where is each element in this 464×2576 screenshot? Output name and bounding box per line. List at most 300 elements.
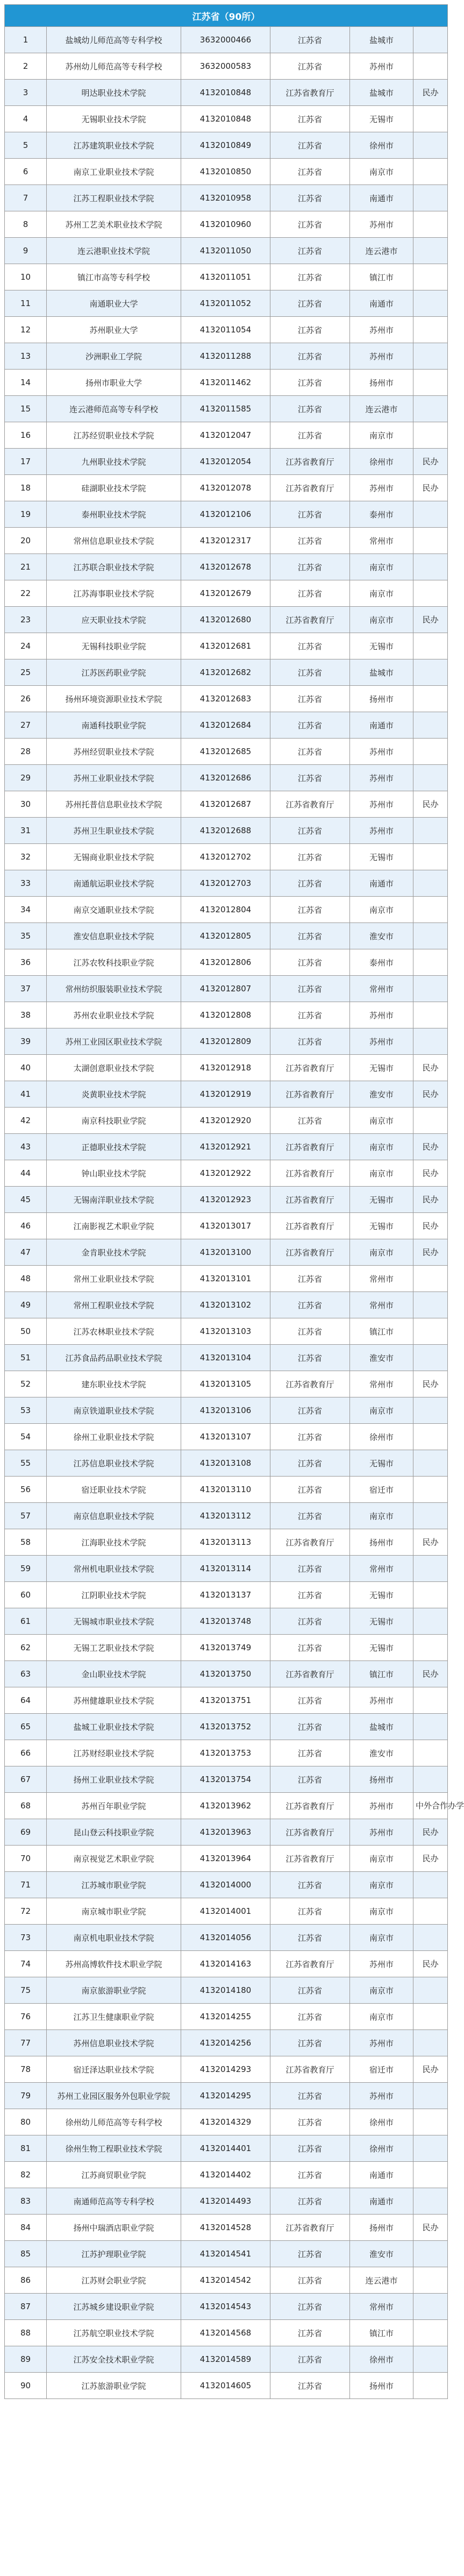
authority: 江苏省 — [270, 1635, 350, 1661]
city: 镇江市 — [350, 264, 413, 290]
city: 南通市 — [350, 2162, 413, 2188]
note — [413, 1925, 448, 1951]
school-code: 4132010960 — [181, 211, 270, 238]
note — [413, 1397, 448, 1424]
row-number: 5 — [5, 132, 47, 159]
note — [413, 1766, 448, 1793]
note — [413, 2267, 448, 2294]
table-title: 江苏省（90所） — [5, 5, 448, 27]
table-row — [5, 422, 448, 449]
note — [413, 2373, 448, 2399]
row-number: 49 — [5, 1292, 47, 1318]
authority: 江苏省 — [270, 1450, 350, 1477]
city: 南京市 — [350, 1872, 413, 1898]
row-number: 88 — [5, 2320, 47, 2346]
row-number: 68 — [5, 1793, 47, 1819]
school-code: 4132012703 — [181, 870, 270, 897]
row-number: 89 — [5, 2346, 47, 2373]
row-number: 90 — [5, 2373, 47, 2399]
row-number: 41 — [5, 1081, 47, 1108]
city: 无锡市 — [350, 633, 413, 659]
note — [413, 923, 448, 949]
table-row — [5, 1951, 448, 1977]
authority: 江苏省 — [270, 765, 350, 791]
row-number: 27 — [5, 712, 47, 739]
school-name: 连云港师范高等专科学校 — [47, 396, 181, 422]
note: 民办 — [413, 1134, 448, 1160]
school-code: 4132012679 — [181, 580, 270, 607]
table-row — [5, 2373, 448, 2399]
school-code: 3632000583 — [181, 53, 270, 80]
authority: 江苏省 — [270, 554, 350, 580]
row-number: 64 — [5, 1687, 47, 1714]
table-row — [5, 2109, 448, 2135]
city: 扬州市 — [350, 370, 413, 396]
school-name: 正德职业技术学院 — [47, 1134, 181, 1160]
city: 苏州市 — [350, 1002, 413, 1028]
school-name: 江苏食品药品职业技术学院 — [47, 1345, 181, 1371]
city: 无锡市 — [350, 1187, 413, 1213]
note: 民办 — [413, 1239, 448, 1266]
city: 无锡市 — [350, 106, 413, 132]
table-row — [5, 1397, 448, 1424]
school-name: 苏州农业职业技术学院 — [47, 1002, 181, 1028]
authority: 江苏省 — [270, 2083, 350, 2109]
note — [413, 2030, 448, 2056]
authority: 江苏省教育厅 — [270, 475, 350, 501]
school-code: 4132012054 — [181, 449, 270, 475]
school-code: 4132010850 — [181, 159, 270, 185]
note: 民办 — [413, 1819, 448, 1846]
school-name: 泰州职业技术学院 — [47, 501, 181, 528]
table-row — [5, 343, 448, 370]
authority: 江苏省 — [270, 1925, 350, 1951]
authority: 江苏省 — [270, 1028, 350, 1055]
row-number: 15 — [5, 396, 47, 422]
note — [413, 1477, 448, 1503]
note: 民办 — [413, 1661, 448, 1687]
city: 连云港市 — [350, 238, 413, 264]
school-name: 太湖创意职业技术学院 — [47, 1055, 181, 1081]
authority: 江苏省 — [270, 317, 350, 343]
school-code: 4132013101 — [181, 1266, 270, 1292]
table-row — [5, 1529, 448, 1556]
table-row — [5, 1898, 448, 1925]
school-name: 江苏安全技术职业学院 — [47, 2346, 181, 2373]
city: 南京市 — [350, 554, 413, 580]
authority: 江苏省 — [270, 1477, 350, 1503]
table-row — [5, 1213, 448, 1239]
city: 苏州市 — [350, 1951, 413, 1977]
school-code: 4132012682 — [181, 659, 270, 686]
city: 盐城市 — [350, 659, 413, 686]
row-number: 45 — [5, 1187, 47, 1213]
school-name: 金肯职业技术学院 — [47, 1239, 181, 1266]
authority: 江苏省 — [270, 343, 350, 370]
city: 苏州市 — [350, 765, 413, 791]
row-number: 40 — [5, 1055, 47, 1081]
note: 民办 — [413, 80, 448, 106]
authority: 江苏省 — [270, 290, 350, 317]
row-number: 37 — [5, 976, 47, 1002]
note — [413, 159, 448, 185]
table-row — [5, 1846, 448, 1872]
authority: 江苏省 — [270, 501, 350, 528]
city: 常州市 — [350, 2294, 413, 2320]
school-name: 建东职业技术学院 — [47, 1371, 181, 1397]
school-name: 无锡工艺职业技术学院 — [47, 1635, 181, 1661]
table-row — [5, 1687, 448, 1714]
table-row — [5, 185, 448, 211]
table-row — [5, 1028, 448, 1055]
school-code: 4132014329 — [181, 2109, 270, 2135]
school-name: 扬州市职业大学 — [47, 370, 181, 396]
school-name: 江苏海事职业技术学院 — [47, 580, 181, 607]
authority: 江苏省 — [270, 659, 350, 686]
row-number: 13 — [5, 343, 47, 370]
authority: 江苏省教育厅 — [270, 1081, 350, 1108]
school-code: 4132014255 — [181, 2004, 270, 2030]
note — [413, 2294, 448, 2320]
authority: 江苏省教育厅 — [270, 1134, 350, 1160]
school-name: 常州机电职业技术学院 — [47, 1556, 181, 1582]
note — [413, 1266, 448, 1292]
city: 南京市 — [350, 607, 413, 633]
note — [413, 844, 448, 870]
school-name: 南京科技职业学院 — [47, 1108, 181, 1134]
table-row — [5, 1345, 448, 1371]
note — [413, 949, 448, 976]
city: 苏州市 — [350, 739, 413, 765]
note — [413, 897, 448, 923]
city: 南京市 — [350, 1239, 413, 1266]
authority: 江苏省 — [270, 1582, 350, 1608]
row-number: 46 — [5, 1213, 47, 1239]
note — [413, 1740, 448, 1766]
authority: 江苏省 — [270, 528, 350, 554]
city: 淮安市 — [350, 1345, 413, 1371]
city: 盐城市 — [350, 80, 413, 106]
row-number: 48 — [5, 1266, 47, 1292]
school-code: 4132012681 — [181, 633, 270, 659]
row-number: 26 — [5, 686, 47, 712]
note — [413, 53, 448, 80]
city: 宿迁市 — [350, 1477, 413, 1503]
school-name: 苏州托普信息职业技术学院 — [47, 791, 181, 818]
school-code: 4132013754 — [181, 1766, 270, 1793]
note — [413, 211, 448, 238]
table-row — [5, 106, 448, 132]
table-row — [5, 501, 448, 528]
school-code: 4132014543 — [181, 2294, 270, 2320]
school-code: 4132013104 — [181, 1345, 270, 1371]
school-code: 4132012804 — [181, 897, 270, 923]
row-number: 3 — [5, 80, 47, 106]
school-code: 4132011462 — [181, 370, 270, 396]
authority: 江苏省教育厅 — [270, 1371, 350, 1397]
school-code: 4132014001 — [181, 1898, 270, 1925]
school-name: 应天职业技术学院 — [47, 607, 181, 633]
school-code: 4132013113 — [181, 1529, 270, 1556]
row-number: 33 — [5, 870, 47, 897]
row-number: 30 — [5, 791, 47, 818]
note — [413, 1872, 448, 1898]
table-row — [5, 2004, 448, 2030]
school-code: 4132014541 — [181, 2241, 270, 2267]
school-code: 4132014605 — [181, 2373, 270, 2399]
authority: 江苏省 — [270, 2294, 350, 2320]
table-row — [5, 739, 448, 765]
row-number: 34 — [5, 897, 47, 923]
note — [413, 2083, 448, 2109]
school-name: 江南影视艺术职业学院 — [47, 1213, 181, 1239]
table-row — [5, 1793, 448, 1819]
table-row — [5, 1371, 448, 1397]
table-row — [5, 633, 448, 659]
authority: 江苏省 — [270, 211, 350, 238]
row-number: 55 — [5, 1450, 47, 1477]
school-code: 4132011585 — [181, 396, 270, 422]
city: 扬州市 — [350, 686, 413, 712]
authority: 江苏省 — [270, 27, 350, 53]
school-name: 徐州工业职业技术学院 — [47, 1424, 181, 1450]
city: 南通市 — [350, 290, 413, 317]
table-row — [5, 2215, 448, 2241]
city: 南通市 — [350, 870, 413, 897]
note — [413, 633, 448, 659]
city: 无锡市 — [350, 844, 413, 870]
authority: 江苏省 — [270, 897, 350, 923]
school-name: 南京铁道职业技术学院 — [47, 1397, 181, 1424]
note — [413, 501, 448, 528]
city: 无锡市 — [350, 1450, 413, 1477]
school-code: 4132012106 — [181, 501, 270, 528]
row-number: 11 — [5, 290, 47, 317]
school-code: 4132014402 — [181, 2162, 270, 2188]
authority: 江苏省 — [270, 2373, 350, 2399]
note — [413, 976, 448, 1002]
school-name: 江阴职业技术学院 — [47, 1582, 181, 1608]
city: 南京市 — [350, 580, 413, 607]
city: 苏州市 — [350, 1793, 413, 1819]
school-code: 4132012923 — [181, 1187, 270, 1213]
city: 淮安市 — [350, 1740, 413, 1766]
table-row — [5, 2188, 448, 2215]
table-row — [5, 2056, 448, 2083]
school-code: 4132012078 — [181, 475, 270, 501]
city: 苏州市 — [350, 317, 413, 343]
school-name: 九州职业技术学院 — [47, 449, 181, 475]
note: 民办 — [413, 1081, 448, 1108]
city: 泰州市 — [350, 949, 413, 976]
row-number: 32 — [5, 844, 47, 870]
note: 民办 — [413, 1846, 448, 1872]
authority: 江苏省 — [270, 2135, 350, 2162]
school-name: 江苏经贸职业技术学院 — [47, 422, 181, 449]
note: 民办 — [413, 791, 448, 818]
city: 南京市 — [350, 1898, 413, 1925]
authority: 江苏省 — [270, 1292, 350, 1318]
note — [413, 765, 448, 791]
table-row — [5, 765, 448, 791]
row-number: 23 — [5, 607, 47, 633]
table-row — [5, 791, 448, 818]
city: 南京市 — [350, 1503, 413, 1529]
city: 扬州市 — [350, 1529, 413, 1556]
school-code: 4132011051 — [181, 264, 270, 290]
row-number: 79 — [5, 2083, 47, 2109]
school-code: 4132014256 — [181, 2030, 270, 2056]
table-row — [5, 396, 448, 422]
school-name: 南京信息职业技术学院 — [47, 1503, 181, 1529]
authority: 江苏省 — [270, 1108, 350, 1134]
row-number: 73 — [5, 1925, 47, 1951]
school-code: 4132013110 — [181, 1477, 270, 1503]
school-name: 苏州健雄职业技术学院 — [47, 1687, 181, 1714]
city: 南京市 — [350, 1925, 413, 1951]
city: 常州市 — [350, 1292, 413, 1318]
row-number: 38 — [5, 1002, 47, 1028]
city: 苏州市 — [350, 475, 413, 501]
school-name: 江苏卫生健康职业学院 — [47, 2004, 181, 2030]
school-name: 无锡商业职业技术学院 — [47, 844, 181, 870]
school-code: 4132012686 — [181, 765, 270, 791]
table-row — [5, 686, 448, 712]
city: 盐城市 — [350, 27, 413, 53]
table-row — [5, 475, 448, 501]
note: 民办 — [413, 1213, 448, 1239]
city: 无锡市 — [350, 1055, 413, 1081]
table-row — [5, 211, 448, 238]
row-number: 36 — [5, 949, 47, 976]
authority: 江苏省 — [270, 1898, 350, 1925]
school-code: 4132013103 — [181, 1318, 270, 1345]
authority: 江苏省 — [270, 1556, 350, 1582]
school-code: 4132013107 — [181, 1424, 270, 1450]
city: 无锡市 — [350, 1635, 413, 1661]
row-number: 9 — [5, 238, 47, 264]
school-code: 4132013106 — [181, 1397, 270, 1424]
authority: 江苏省教育厅 — [270, 791, 350, 818]
school-code: 4132013105 — [181, 1371, 270, 1397]
school-code: 4132012684 — [181, 712, 270, 739]
table-row — [5, 2294, 448, 2320]
school-code: 4132012685 — [181, 739, 270, 765]
row-number: 4 — [5, 106, 47, 132]
city: 常州市 — [350, 1556, 413, 1582]
school-code: 4132010849 — [181, 132, 270, 159]
note — [413, 2346, 448, 2373]
authority: 江苏省教育厅 — [270, 1160, 350, 1187]
school-name: 镇江市高等专科学校 — [47, 264, 181, 290]
authority: 江苏省 — [270, 2162, 350, 2188]
school-code: 4132012921 — [181, 1134, 270, 1160]
college-table — [4, 4, 464, 2399]
school-name: 常州工程职业技术学院 — [47, 1292, 181, 1318]
school-code: 3632000466 — [181, 27, 270, 53]
school-name: 江苏农牧科技职业学院 — [47, 949, 181, 976]
authority: 江苏省 — [270, 106, 350, 132]
school-name: 南京旅游职业学院 — [47, 1977, 181, 2004]
note — [413, 1028, 448, 1055]
table-row — [5, 1714, 448, 1740]
school-name: 江苏旅游职业学院 — [47, 2373, 181, 2399]
note: 民办 — [413, 449, 448, 475]
table-row — [5, 1977, 448, 2004]
row-number: 62 — [5, 1635, 47, 1661]
school-name: 宿迁泽达职业技术学院 — [47, 2056, 181, 2083]
authority: 江苏省 — [270, 1766, 350, 1793]
school-code: 4132012678 — [181, 554, 270, 580]
school-code: 4132010848 — [181, 106, 270, 132]
row-number: 53 — [5, 1397, 47, 1424]
table-row — [5, 528, 448, 554]
authority: 江苏省 — [270, 1740, 350, 1766]
note — [413, 712, 448, 739]
table-row — [5, 1292, 448, 1318]
row-number: 63 — [5, 1661, 47, 1687]
row-number: 85 — [5, 2241, 47, 2267]
note: 民办 — [413, 475, 448, 501]
note — [413, 264, 448, 290]
row-number: 35 — [5, 923, 47, 949]
school-name: 盐城幼儿师范高等专科学校 — [47, 27, 181, 53]
school-name: 盐城工业职业技术学院 — [47, 1714, 181, 1740]
authority: 江苏省 — [270, 2241, 350, 2267]
school-name: 常州工业职业技术学院 — [47, 1266, 181, 1292]
school-name: 江苏城市职业学院 — [47, 1872, 181, 1898]
table-row — [5, 897, 448, 923]
note — [413, 580, 448, 607]
city: 苏州市 — [350, 1028, 413, 1055]
authority: 江苏省教育厅 — [270, 2056, 350, 2083]
school-name: 南通职业大学 — [47, 290, 181, 317]
school-code: 4132014493 — [181, 2188, 270, 2215]
authority: 江苏省 — [270, 396, 350, 422]
school-name: 苏州工艺美术职业技术学院 — [47, 211, 181, 238]
school-name: 无锡科技职业学院 — [47, 633, 181, 659]
note — [413, 870, 448, 897]
city: 苏州市 — [350, 791, 413, 818]
city: 徐州市 — [350, 2346, 413, 2373]
school-name: 江苏护理职业学院 — [47, 2241, 181, 2267]
city: 南京市 — [350, 1108, 413, 1134]
authority: 江苏省教育厅 — [270, 449, 350, 475]
school-code: 4132013963 — [181, 1819, 270, 1846]
table-row — [5, 1635, 448, 1661]
note — [413, 739, 448, 765]
authority: 江苏省 — [270, 1687, 350, 1714]
authority: 江苏省 — [270, 264, 350, 290]
row-number: 28 — [5, 739, 47, 765]
note: 中外合作办学 — [413, 1793, 448, 1819]
city: 徐州市 — [350, 449, 413, 475]
row-number: 44 — [5, 1160, 47, 1187]
note — [413, 1714, 448, 1740]
row-number: 8 — [5, 211, 47, 238]
authority: 江苏省 — [270, 2004, 350, 2030]
city: 镇江市 — [350, 1318, 413, 1345]
city: 徐州市 — [350, 2135, 413, 2162]
row-number: 75 — [5, 1977, 47, 2004]
city: 南通市 — [350, 185, 413, 211]
authority: 江苏省 — [270, 976, 350, 1002]
school-code: 4132012688 — [181, 818, 270, 844]
authority: 江苏省教育厅 — [270, 1213, 350, 1239]
table-row — [5, 607, 448, 633]
table-row — [5, 1740, 448, 1766]
school-code: 4132011052 — [181, 290, 270, 317]
